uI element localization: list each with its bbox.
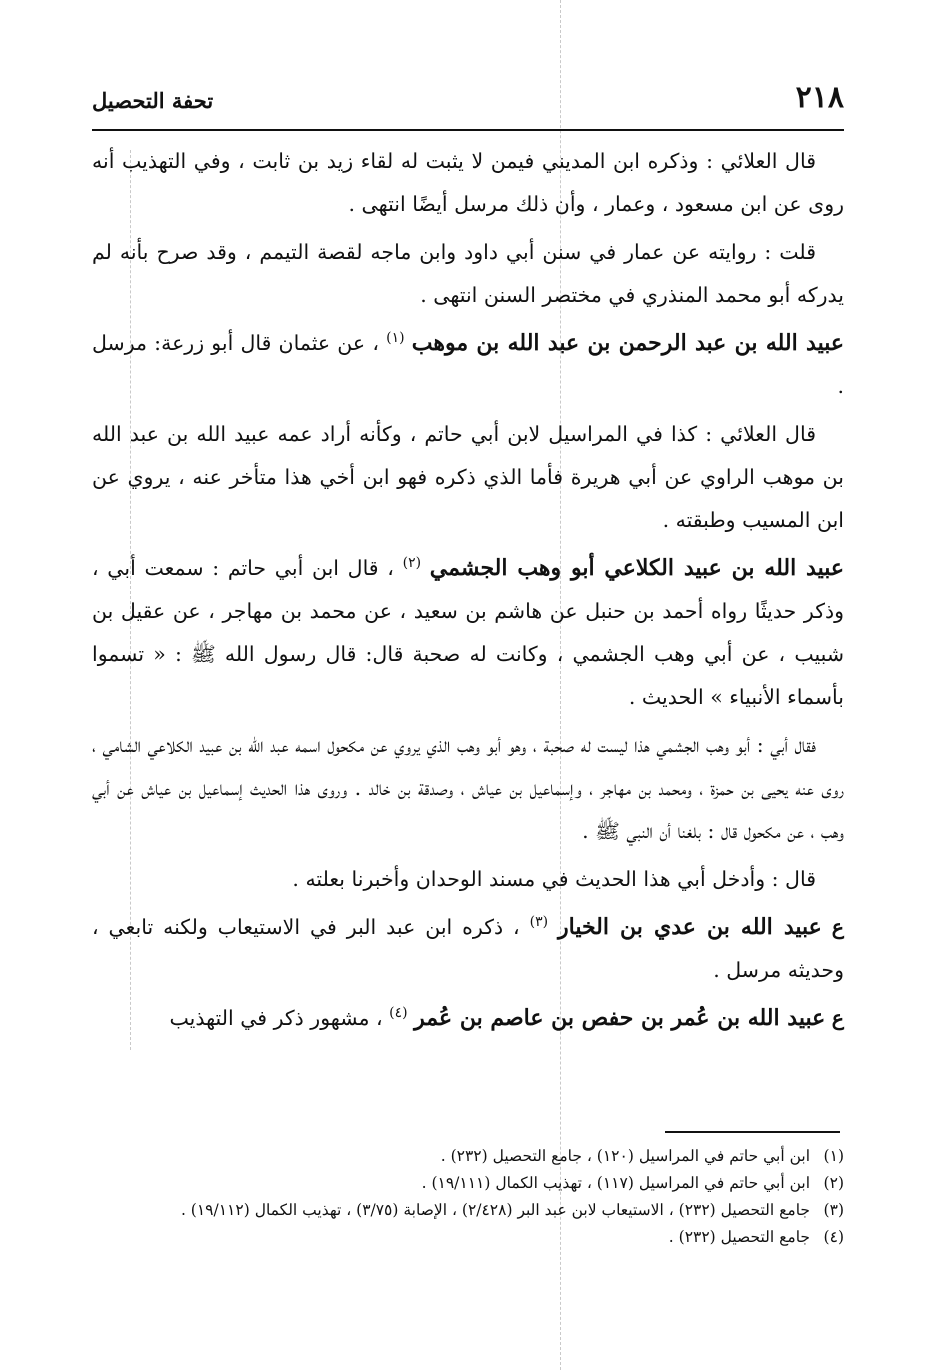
entry-ubaydullah-ibn-umar: ع عبيد الله بن عُمر بن حفص بن عاصم بن عُمر $^{(٤)}$ ، مشهور ذكر في التهذيب xyxy=(169,1005,844,1031)
footnote-text: ابن أبي حاتم في المراسيل (١٢٠) ، جامع التحصيل (٢٣٢) . xyxy=(440,1147,810,1165)
footnote-number: (٣) xyxy=(823,1201,844,1219)
footnote-number: (٤) xyxy=(823,1228,844,1246)
footnote-item xyxy=(92,1197,844,1224)
footnote-ref[interactable]: (١) xyxy=(386,330,405,347)
paragraph-faqala-abi: فقال أبي : أبو وهب الجشمي هذا ليست له صحبة ، وهو أبو وهب الذي يروي عن مكحول اسمه عبد الله بن عبيد الكلاعي الشامي ، روى عنه يحيى بن حمزة ، ومحمد بن مهاجر ، وإسماعيل بن عياش ، وصدقة بن خالد . وروى هذا الحديث إسماعيل بن عياش عن أبي وهب ، عن مكحول قال : بلغنا أن النبي ﷺ . xyxy=(92,733,844,843)
entry-ubaydullah-ibn-adi: ع عبيد الله بن عدي بن الخيار $^{(٣)}$ ، ذكره ابن عبد البر في الاستيعاب ولكنه تابعي ، وحديثه مرسل . xyxy=(92,914,844,982)
footnote-text: ابن أبي حاتم في المراسيل (١١٧) ، تهذيب الكمال (١٩/١١١) . xyxy=(421,1174,810,1192)
entry-name: عبيد الله بن عدي بن الخيار xyxy=(558,914,822,940)
footnotes xyxy=(92,1143,844,1251)
entry-ubaydullah-ibn-mawhab: عبيد الله بن عبد الرحمن بن عبد الله بن موهب $^{(١)}$ ، عن عثمان قال أبو زرعة: مرسل . xyxy=(92,330,844,398)
header-divider xyxy=(92,129,844,131)
footnote-number: (٢) xyxy=(823,1174,844,1192)
paragraph-alalai-marasil: قال العلائي : كذا في المراسيل لابن أبي حاتم ، وكأنه أراد عمه عبيد الله بن عبد الله بن موهب الراوي عن أبي هريرة فأما الذي ذكره فهو ابن أخي هذا متأخر عنه ، يروي عن ابن المسيب وطبقته . xyxy=(92,422,844,532)
page-header xyxy=(92,78,844,132)
paragraph-alalai-comment: قال العلائي : وذكره ابن المديني فيمن لا يثبت له لقاء زيد بن ثابت ، وفي التهذيب أنه روى عن ابن مسعود ، وعمار ، وأن ذلك مرسل أيضًا انتهى . xyxy=(92,149,844,216)
footnote-item xyxy=(92,1143,844,1170)
page-number: ٢١٨ xyxy=(795,80,844,115)
entry-name: عبيد الله بن عبيد الكلاعي أبو وهب الجشمي xyxy=(429,555,844,581)
footnote-item xyxy=(92,1170,844,1197)
paragraph-qala-adkhala: قال : وأدخل أبي هذا الحديث في مسند الوحدان وأخبرنا بعلته . xyxy=(292,867,816,891)
footnote-ref[interactable]: (٤) xyxy=(389,1005,408,1022)
main-text xyxy=(92,140,844,1045)
footnote-ref[interactable]: (٢) xyxy=(402,555,422,572)
entry-abu-wahb-aljushami: عبيد الله بن عبيد الكلاعي أبو وهب الجشمي $^{(٢)}$ ، قال ابن أبي حاتم : سمعت أبي ، وذكر حديثًا رواه أحمد بن حنبل عن هاشم بن سعيد ، عن محمد بن مهاجر ، عن عقيل بن شبيب ، عن أبي وهب الجشمي ، وكانت له صحبة قال: قال رسول الله ﷺ : « تسموا بأسماء الأنبياء » الحديث . xyxy=(92,555,844,709)
rijal-marker: ع xyxy=(831,915,844,939)
footnote-text: جامع التحصيل (٢٣٢) . xyxy=(668,1228,810,1246)
footnote-text: جامع التحصيل (٢٣٢) ، الاستيعاب لابن عبد البر (٢/٤٢٨) ، الإصابة (٣/٧٥) ، تهذيب الكمال (١٩/١١٢) . xyxy=(180,1201,810,1219)
footnote-number: (١) xyxy=(823,1147,844,1165)
footnote-divider xyxy=(665,1131,840,1133)
entry-name: عبيد الله بن عُمر بن حفص بن عاصم بن عُمر xyxy=(414,1005,826,1031)
paragraph-qultu: قلت : روايته عن عمار في سنن أبي داود وابن ماجه لقصة التيمم ، وقد صرح بأنه لم يدركه أبو محمد المنذري في مختصر السنن انتهى . xyxy=(92,240,844,307)
rijal-marker: ع xyxy=(831,1006,844,1030)
book-title: تحفة التحصيل xyxy=(92,88,214,113)
footnote-item xyxy=(92,1224,844,1251)
footnote-ref[interactable]: (٣) xyxy=(529,914,549,931)
entry-name: عبيد الله بن عبد الرحمن بن عبد الله بن موهب xyxy=(411,330,844,356)
